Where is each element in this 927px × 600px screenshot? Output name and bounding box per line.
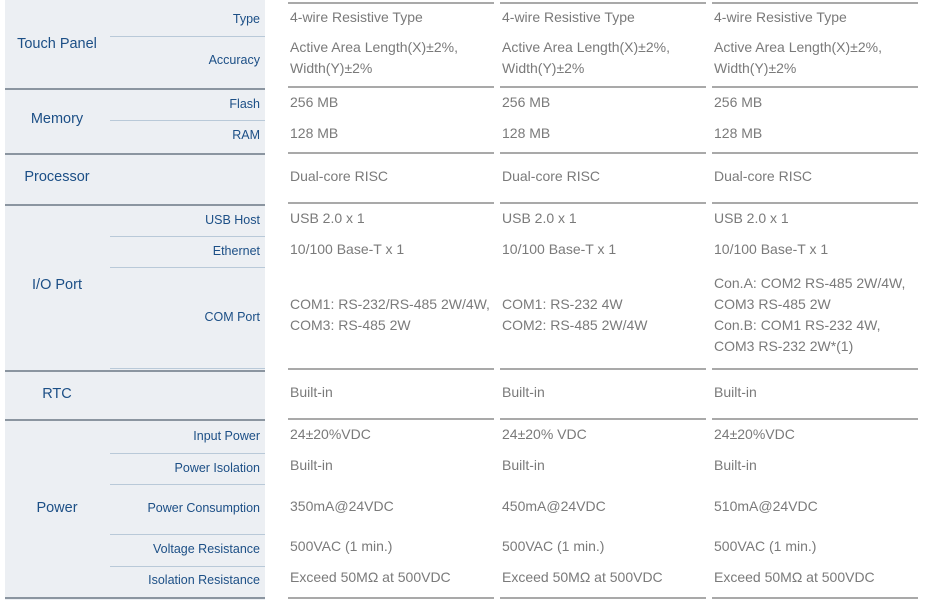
- row-divider: [110, 453, 265, 454]
- row-divider: [288, 152, 494, 154]
- cell-processor: Dual-core RISC: [290, 168, 389, 184]
- spec-column-3: [712, 0, 918, 600]
- cell-type: 4-wire Resistive Type: [290, 9, 423, 25]
- row-divider: [500, 597, 706, 599]
- group-divider: [5, 153, 265, 155]
- cell-rtc: Built-in: [290, 384, 333, 400]
- cell-accuracy-line-2: Width(Y)±2%: [502, 60, 585, 76]
- group-divider: [5, 597, 265, 599]
- row-divider: [500, 202, 706, 204]
- spec-column-2: [500, 0, 706, 600]
- row-label-ethernet: Ethernet: [212, 244, 260, 258]
- row-divider: [500, 2, 706, 4]
- row-label-com-port: COM Port: [204, 310, 260, 324]
- cell-voltage-resistance: 500VAC (1 min.): [290, 538, 393, 554]
- cell-input-power: 24±20% VDC: [502, 426, 587, 442]
- cell-ram: 128 MB: [502, 125, 551, 141]
- cell-ram: 128 MB: [714, 125, 763, 141]
- cell-type: 4-wire Resistive Type: [502, 9, 635, 25]
- cell-isolation-resistance: Exceed 50MΩ at 500VDC: [502, 569, 663, 585]
- group-divider: [5, 419, 265, 421]
- cell-accuracy-line-2: Width(Y)±2%: [714, 60, 797, 76]
- cell-ethernet: 10/100 Base-T x 1: [714, 241, 829, 257]
- row-divider: [712, 152, 918, 154]
- row-divider: [288, 418, 494, 420]
- row-label-usb-host: USB Host: [205, 213, 260, 227]
- row-divider: [110, 36, 265, 37]
- cell-voltage-resistance: 500VAC (1 min.): [502, 538, 605, 554]
- spec-column-1: [288, 0, 494, 600]
- row-divider: [712, 418, 918, 420]
- cell-voltage-resistance: 500VAC (1 min.): [714, 538, 817, 554]
- cell-accuracy-line-1: Active Area Length(X)±2%,: [290, 39, 458, 55]
- group-divider: [5, 370, 265, 372]
- cell-isolation-resistance: Exceed 50MΩ at 500VDC: [714, 569, 875, 585]
- group-label-io-port: I/O Port: [32, 277, 82, 293]
- row-divider: [110, 484, 265, 485]
- cell-power-consumption: 510mA@24VDC: [714, 498, 818, 514]
- row-divider: [110, 120, 265, 121]
- row-divider: [712, 2, 918, 4]
- row-label-power-isolation: Power Isolation: [174, 461, 260, 475]
- row-divider: [110, 368, 265, 369]
- row-divider: [712, 597, 918, 599]
- row-divider: [288, 202, 494, 204]
- row-divider: [712, 86, 918, 88]
- group-label-rtc: RTC: [42, 386, 72, 402]
- row-label-ram: RAM: [232, 128, 260, 142]
- row-divider: [288, 86, 494, 88]
- row-divider: [500, 418, 706, 420]
- spec-label-column: [5, 0, 265, 600]
- row-divider: [110, 267, 265, 268]
- cell-rtc: Built-in: [714, 384, 757, 400]
- cell-usb-host: USB 2.0 x 1: [290, 210, 365, 226]
- cell-com-port-line-2: COM2: RS-485 2W/4W: [502, 317, 648, 333]
- row-divider: [110, 534, 265, 535]
- cell-com-port-line-1: COM1: RS-232 4W: [502, 296, 623, 312]
- cell-power-isolation: Built-in: [502, 457, 545, 473]
- cell-com-port-line-3: Con.B: COM1 RS-232 4W,: [714, 317, 881, 333]
- cell-com-port-line-1: COM1: RS-232/RS-485 2W/4W,: [290, 296, 490, 312]
- row-label-isolation-resistance: Isolation Resistance: [148, 573, 260, 587]
- cell-ethernet: 10/100 Base-T x 1: [502, 241, 617, 257]
- cell-rtc: Built-in: [502, 384, 545, 400]
- cell-com-port-line-2: COM3: RS-485 2W: [290, 317, 411, 333]
- row-divider: [288, 368, 494, 370]
- row-label-power-consumption: Power Consumption: [147, 501, 260, 515]
- cell-accuracy-line-1: Active Area Length(X)±2%,: [714, 39, 882, 55]
- row-divider: [712, 368, 918, 370]
- group-label-processor: Processor: [24, 169, 90, 185]
- cell-accuracy-line-2: Width(Y)±2%: [290, 60, 373, 76]
- cell-flash: 256 MB: [502, 94, 551, 110]
- group-label-power: Power: [36, 500, 78, 516]
- group-divider: [5, 204, 265, 206]
- cell-com-port-line-1: Con.A: COM2 RS-485 2W/4W,: [714, 275, 906, 291]
- group-divider: [5, 88, 265, 90]
- cell-ethernet: 10/100 Base-T x 1: [290, 241, 405, 257]
- cell-usb-host: USB 2.0 x 1: [714, 210, 789, 226]
- group-label-touch-panel: Touch Panel: [17, 36, 97, 52]
- cell-input-power: 24±20%VDC: [290, 426, 371, 442]
- row-divider: [712, 202, 918, 204]
- cell-com-port-line-4: COM3 RS-232 2W*(1): [714, 338, 854, 354]
- row-label-flash: Flash: [229, 97, 260, 111]
- cell-usb-host: USB 2.0 x 1: [502, 210, 577, 226]
- cell-accuracy-line-1: Active Area Length(X)±2%,: [502, 39, 670, 55]
- row-divider: [288, 597, 494, 599]
- group-label-memory: Memory: [30, 111, 84, 127]
- cell-com-port-line-2: COM3 RS-485 2W: [714, 296, 831, 312]
- row-divider: [500, 152, 706, 154]
- cell-power-consumption: 450mA@24VDC: [502, 498, 606, 514]
- row-label-voltage-resistance: Voltage Resistance: [152, 542, 260, 556]
- cell-input-power: 24±20%VDC: [714, 426, 795, 442]
- row-label-accuracy: Accuracy: [208, 53, 260, 67]
- cell-type: 4-wire Resistive Type: [714, 9, 847, 25]
- cell-flash: 256 MB: [714, 94, 763, 110]
- cell-power-isolation: Built-in: [290, 457, 333, 473]
- cell-isolation-resistance: Exceed 50MΩ at 500VDC: [290, 569, 451, 585]
- cell-processor: Dual-core RISC: [502, 168, 601, 184]
- row-divider: [110, 236, 265, 237]
- cell-processor: Dual-core RISC: [714, 168, 813, 184]
- row-label-input-power: Input Power: [193, 429, 260, 443]
- row-label-type: Type: [232, 12, 260, 26]
- cell-ram: 128 MB: [290, 125, 339, 141]
- cell-power-isolation: Built-in: [714, 457, 757, 473]
- row-divider: [288, 2, 494, 4]
- cell-power-consumption: 350mA@24VDC: [290, 498, 394, 514]
- row-divider: [500, 368, 706, 370]
- row-divider: [500, 86, 706, 88]
- row-divider: [110, 566, 265, 567]
- cell-flash: 256 MB: [290, 94, 339, 110]
